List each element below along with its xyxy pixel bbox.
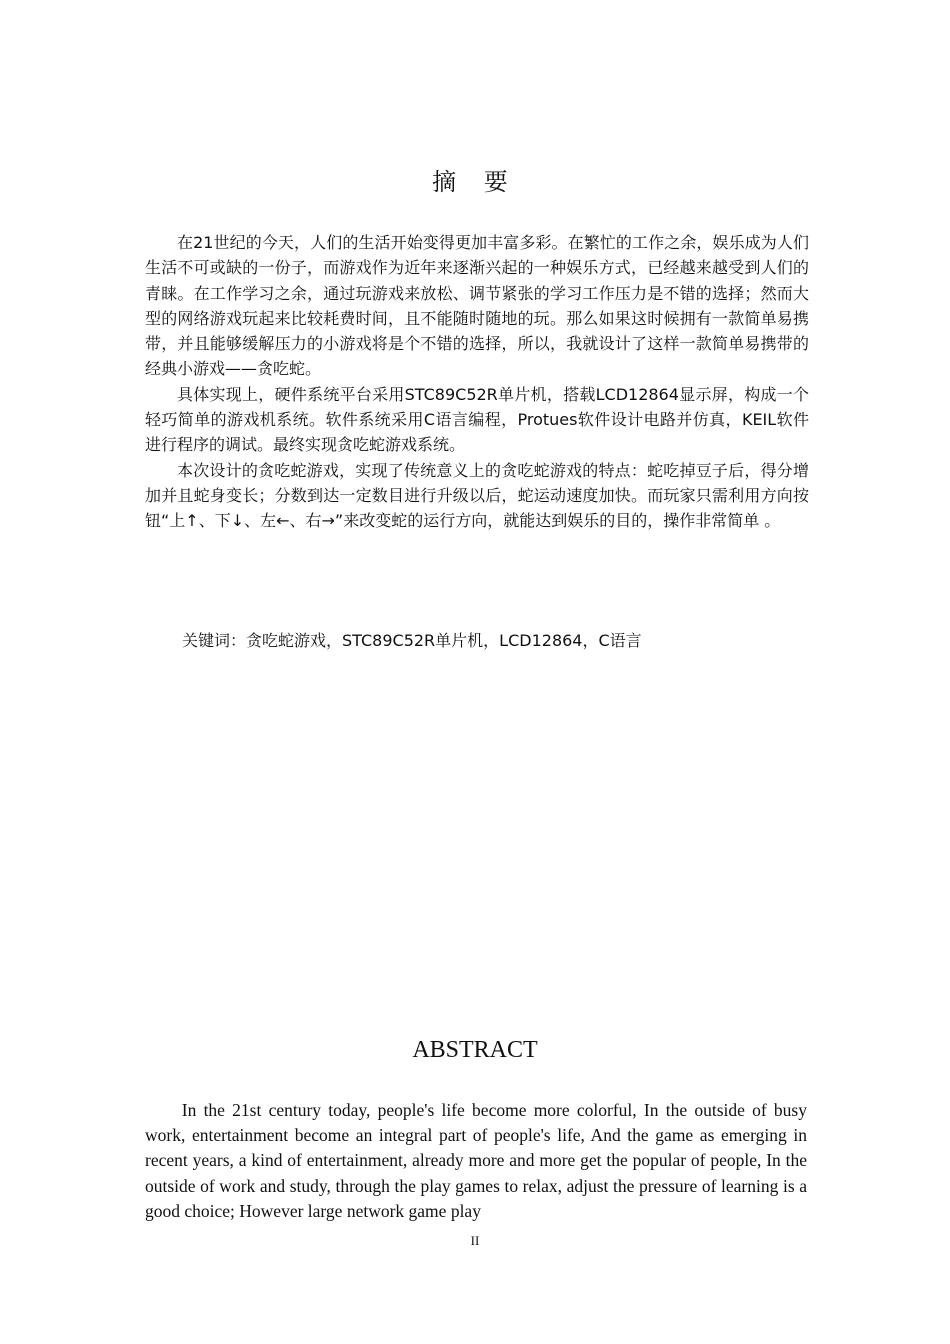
english-paragraph-1: In the 21st century today, people's life become more colorful, In the outside of busy work, entertainment become an integral part of people's life, And the game as emerging in recent years, a kind of entertainment, already more and more get the popular of people, In the outside of work and study, through the play games to relax, adjust the pressure of learning is a good choice; However large network game play [145, 1100, 807, 1221]
chinese-abstract-body [145, 230, 809, 534]
chinese-keywords: 关键词：贪吃蛇游戏，STC89C52R单片机，LCD12864，C语言 [182, 631, 642, 650]
page-number: II [470, 1233, 480, 1248]
chinese-paragraph-3: 本次设计的贪吃蛇游戏，实现了传统意义上的贪吃蛇游戏的特点：蛇吃掉豆子后，得分增加并且蛇身变长；分数到达一定数目进行升级以后，蛇运动速度加快。而玩家只需利用方向按钮“上↑、下↓、左←、右→”来改变蛇的运行方向，就能达到娱乐的目的，操作非常简单 。 [145, 460, 809, 531]
chinese-paragraph-1: 在21世纪的今天，人们的生活开始变得更加丰富多彩。在繁忙的工作之余，娱乐成为人们生活不可或缺的一份子，而游戏作为近年来逐渐兴起的一种娱乐方式，已经越来越受到人们的青睐。在工作学习之余，通过玩游戏来放松、调节紧张的学习工作压力是不错的选择；然而大型的网络游戏玩起来比较耗费时间，且不能随时随地的玩。那么如果这时候拥有一款简单易携带，并且能够缓解压力的小游戏将是个不错的选择，所以，我就设计了这样一款简单易携带的经典小游戏——贪吃蛇。 [145, 233, 809, 379]
english-abstract-title: ABSTRACT [412, 1037, 538, 1063]
chinese-paragraph-2: 具体实现上，硬件系统平台采用STC89C52R单片机，搭载LCD12864显示屏，构成一个轻巧简单的游戏机系统。软件系统采用C语言编程，Protues软件设计电路并仿真，KEIL软件进行程序的调试。最终实现贪吃蛇游戏系统。 [145, 384, 809, 455]
english-abstract-body [145, 1098, 807, 1224]
chinese-abstract-title: 摘 要 [432, 168, 518, 196]
